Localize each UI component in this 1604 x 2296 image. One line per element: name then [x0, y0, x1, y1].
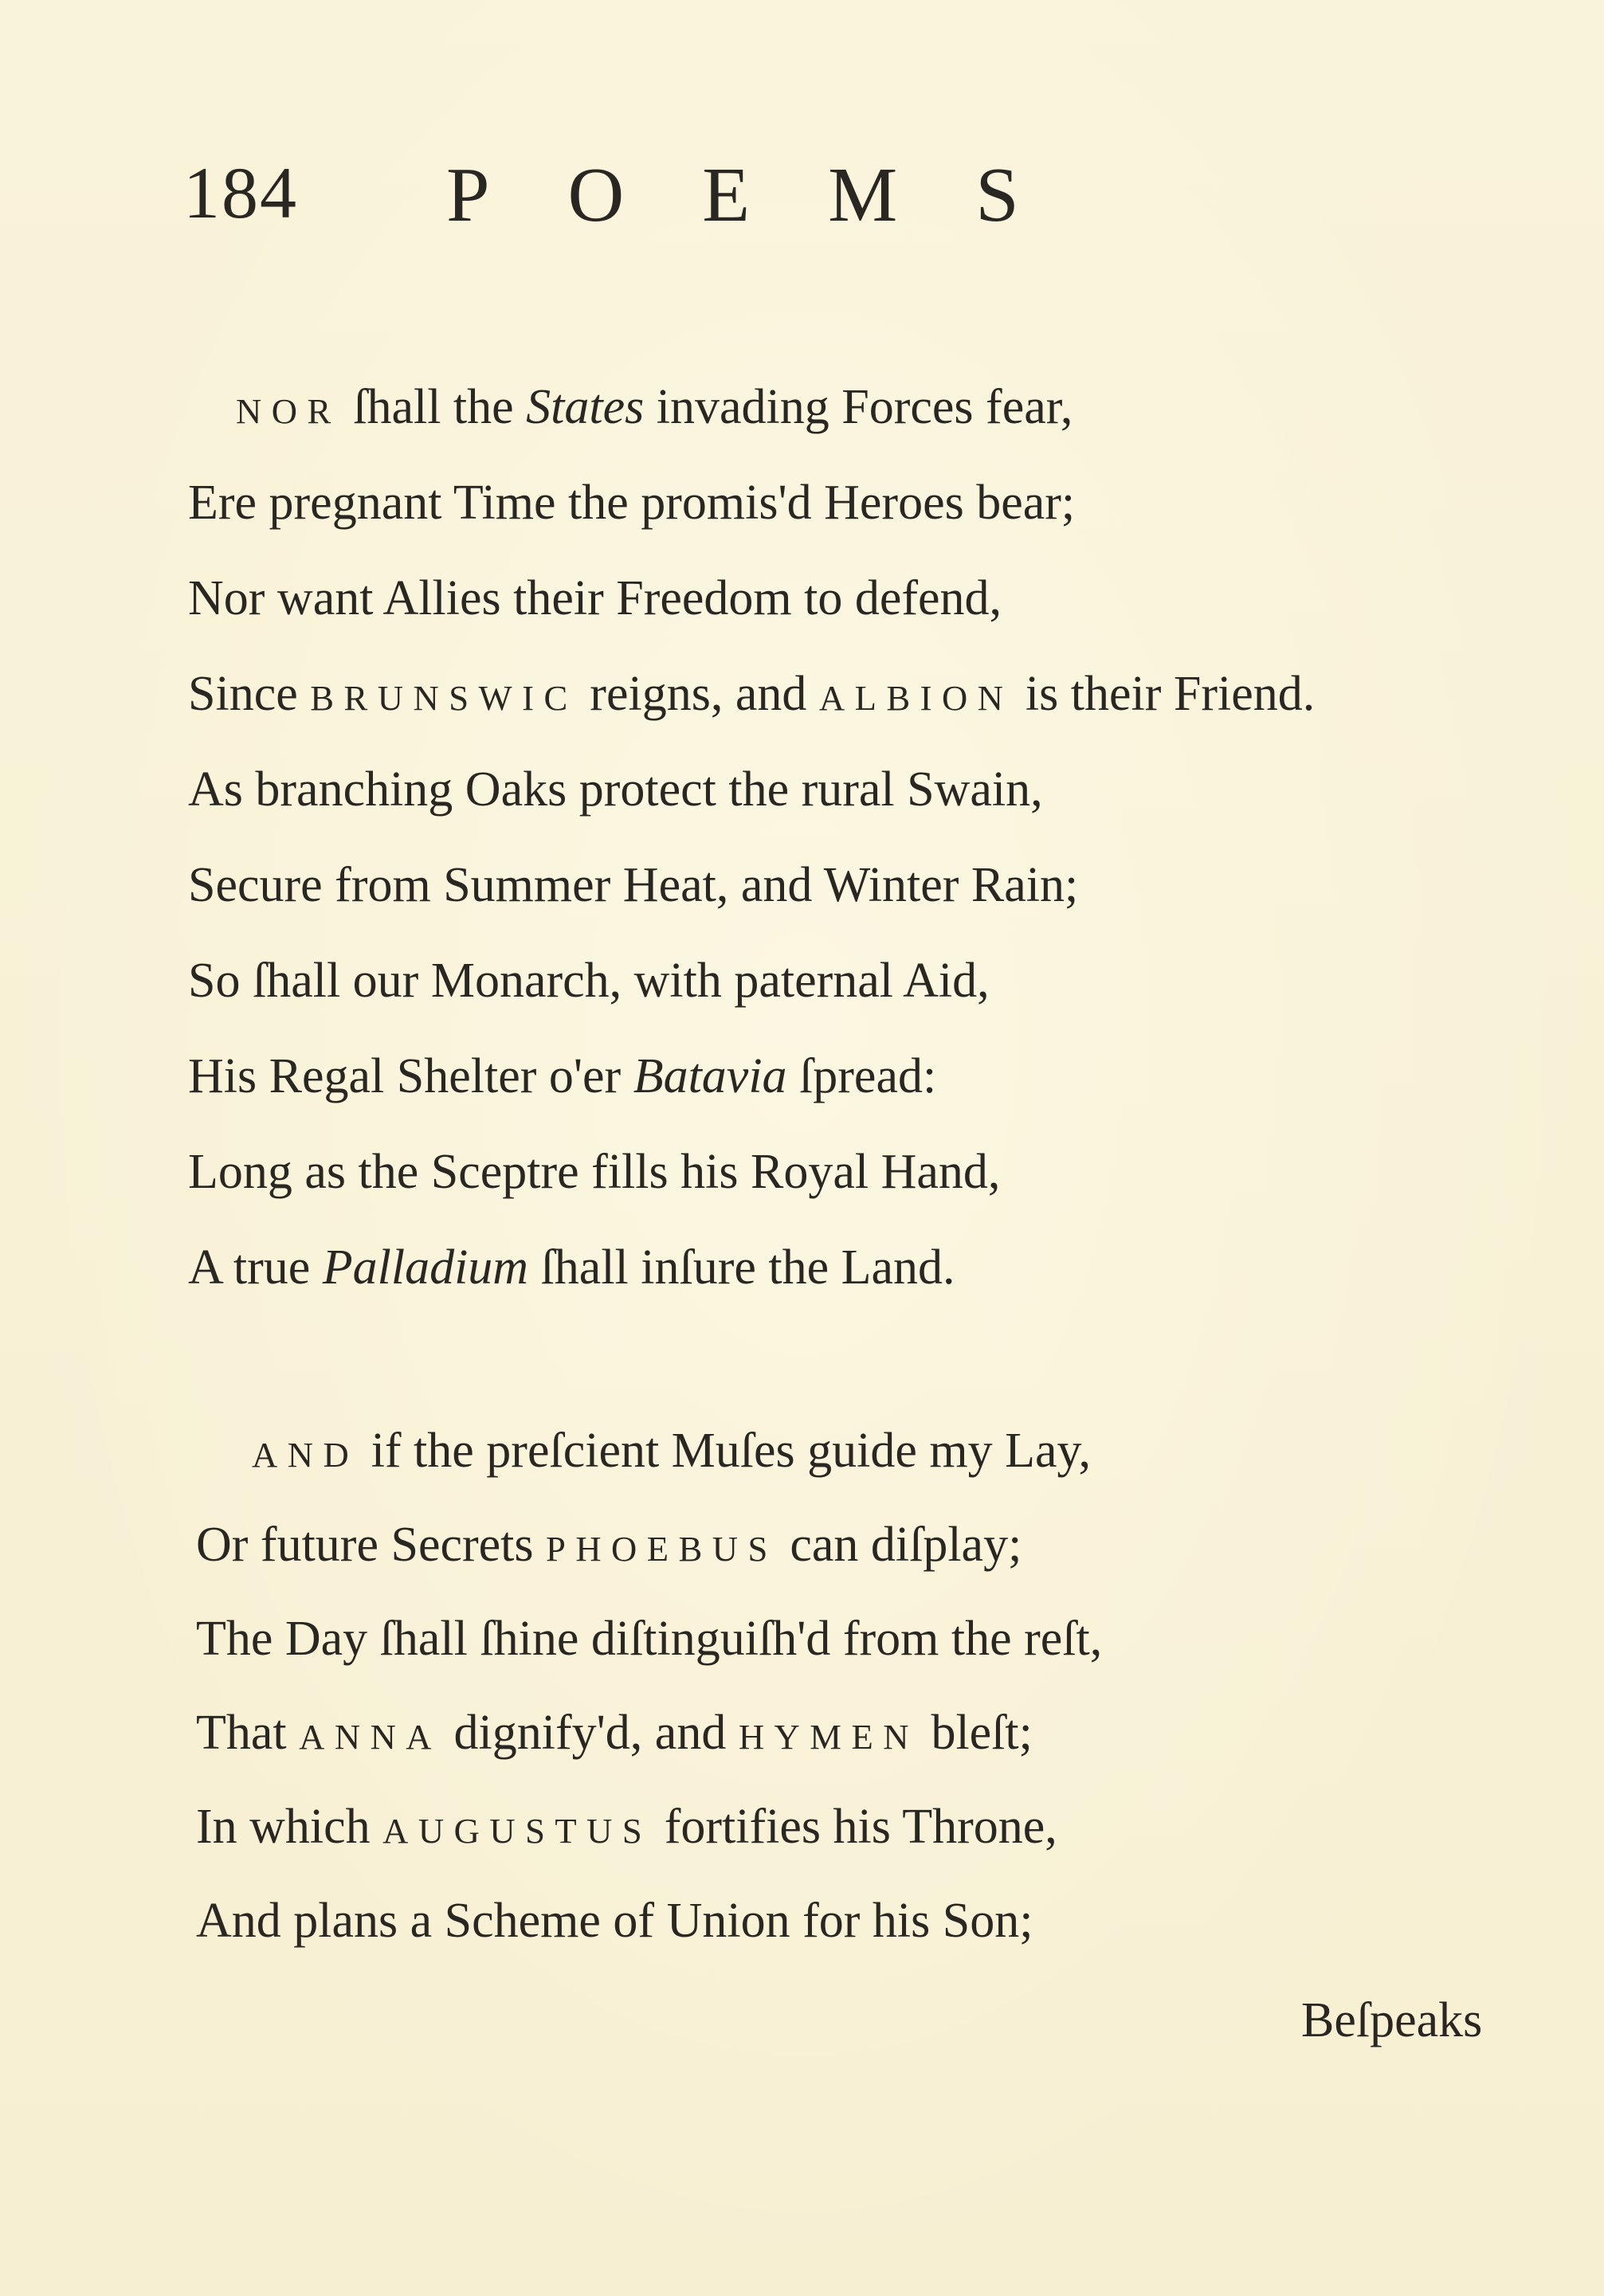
poem-line — [188, 571, 1002, 625]
line-text: reigns, and — [577, 667, 819, 721]
line-text: In which — [196, 1800, 383, 1854]
line-text: Nor want Allies their Freedom to defend, — [188, 571, 1002, 625]
small-caps-word: AUGUSTUS — [382, 1811, 653, 1851]
poem-line — [188, 1147, 1000, 1197]
small-caps-word: HYMEN — [738, 1717, 919, 1757]
small-caps-word: NOR — [236, 391, 341, 431]
line-text: if the preſcient Muſes guide my Lay, — [359, 1424, 1092, 1478]
line-text: Ere pregnant Time the promis'd Heroes bear; — [188, 476, 1076, 530]
poem-line — [196, 1612, 1103, 1666]
poem-line — [188, 1049, 937, 1103]
poem-line — [196, 1706, 1033, 1760]
line-text: His Regal Shelter o'er — [188, 1049, 633, 1103]
line-text: can diſplay; — [777, 1518, 1022, 1572]
line-text: ſhall inſure the Land. — [528, 1240, 955, 1295]
line-text: ſpread: — [786, 1049, 937, 1103]
poem-line — [196, 1518, 1022, 1572]
line-text: ſhall the — [340, 380, 527, 434]
line-text: bleſt; — [918, 1706, 1033, 1760]
italic-word: States — [526, 380, 645, 434]
line-text: Or future Secrets — [196, 1518, 546, 1572]
poem-line — [188, 1240, 955, 1295]
small-caps-word: PHOEBUS — [546, 1529, 778, 1569]
line-text: Long as the Sceptre fills his Royal Hand, — [188, 1145, 1001, 1199]
poem-line — [188, 762, 1043, 817]
running-title: POEMS — [446, 152, 1097, 238]
line-text: Since — [188, 667, 311, 721]
poem-line — [252, 1424, 1092, 1478]
poem-line — [188, 954, 990, 1008]
line-text: The Day ſhall ſhine diſtinguiſh'd from the reſt, — [196, 1612, 1103, 1666]
line-text: Secure from Summer Heat, and Winter Rain; — [188, 858, 1079, 912]
page-number: 184 — [183, 152, 298, 233]
poem-line — [196, 1800, 1057, 1854]
line-text: As branching Oaks protect the rural Swain, — [188, 762, 1043, 817]
line-text: So ſhall our Monarch, with paternal Aid, — [188, 954, 990, 1008]
line-text: fortifies his Throne, — [652, 1800, 1057, 1854]
line-text: A true — [188, 1240, 323, 1295]
line-text: That — [196, 1706, 300, 1760]
small-caps-word: BRUNSWIC — [310, 678, 578, 718]
line-text: is their Friend. — [1013, 667, 1316, 721]
small-caps-word: ALBION — [818, 678, 1014, 718]
line-text: invading Forces fear, — [644, 380, 1073, 434]
poem-line — [188, 860, 1078, 910]
catchword: Beſpeaks — [1301, 1993, 1483, 2047]
small-caps-word: AND — [252, 1435, 359, 1475]
small-caps-word: ANNA — [299, 1717, 442, 1757]
line-text: And plans a Scheme of Union for his Son; — [196, 1894, 1033, 1948]
line-text: dignify'd, and — [441, 1706, 739, 1760]
poem-line — [236, 382, 1073, 432]
italic-word: Palladium — [322, 1240, 529, 1295]
poem-line — [188, 476, 1076, 530]
poem-line — [188, 669, 1315, 719]
poem-line — [196, 1894, 1033, 1948]
italic-word: Batavia — [633, 1049, 787, 1103]
